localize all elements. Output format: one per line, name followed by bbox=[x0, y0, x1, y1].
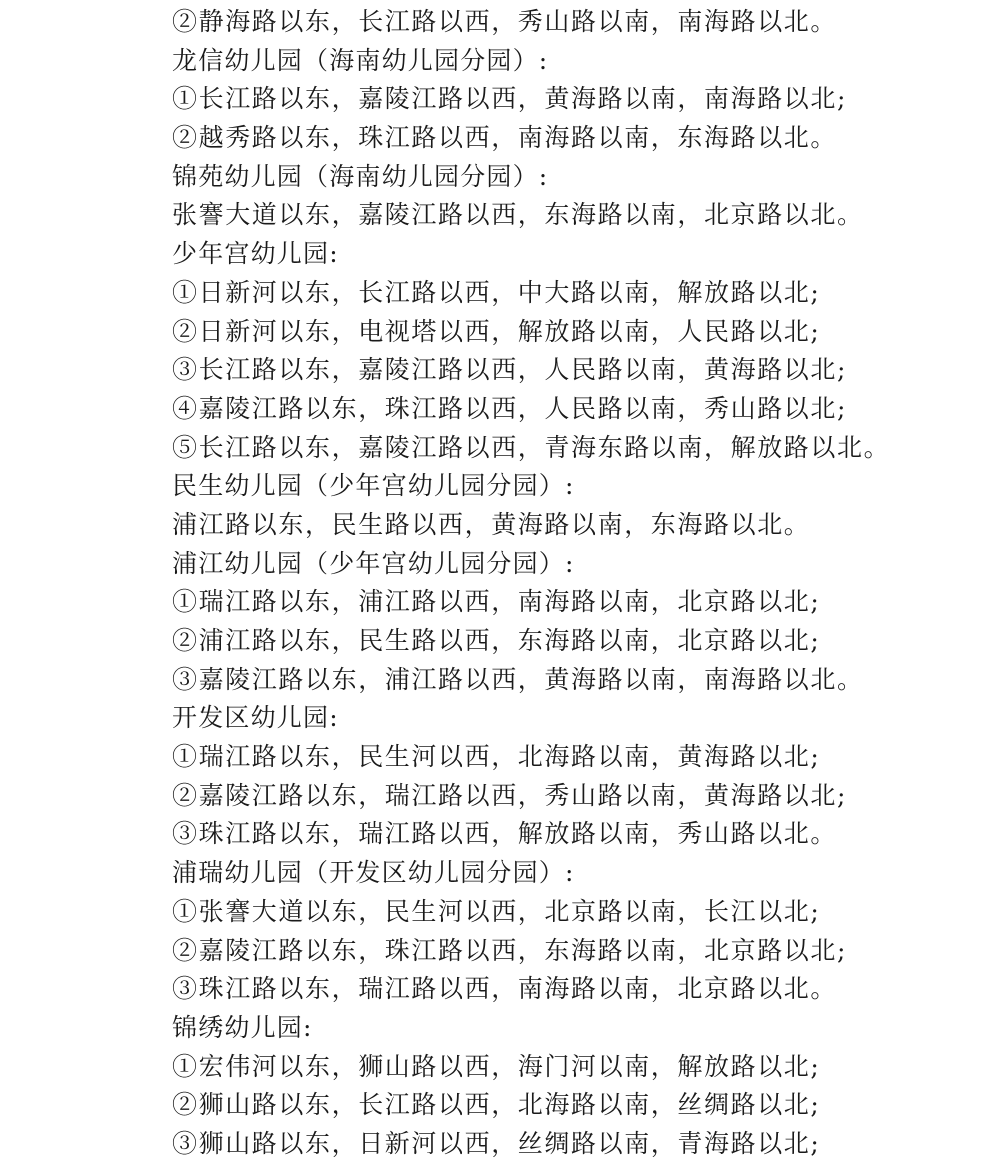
district-item: ①瑞江路以东，浦江路以西，南海路以南，北京路以北; bbox=[172, 587, 821, 617]
district-item: ③长江路以东，嘉陵江路以西，人民路以南，黄海路以北; bbox=[172, 355, 848, 385]
kindergarten-heading: 开发区幼儿园: bbox=[172, 703, 339, 733]
district-item: ①瑞江路以东，民生河以西，北海路以南，黄海路以北; bbox=[172, 742, 821, 772]
district-item: ③狮山路以东，日新河以西，丝绸路以南，青海路以北; bbox=[172, 1128, 821, 1158]
kindergarten-heading: 民生幼儿园（少年宫幼儿园分园）: bbox=[172, 471, 575, 501]
kindergarten-heading: 龙信幼儿园（海南幼儿园分园）: bbox=[172, 45, 549, 75]
district-item: ②日新河以东，电视塔以西，解放路以南，人民路以北; bbox=[172, 316, 821, 346]
district-item: ②越秀路以东，珠江路以西，南海路以南，东海路以北。 bbox=[172, 123, 838, 153]
kindergarten-heading: 浦江幼儿园（少年宫幼儿园分园）: bbox=[172, 548, 575, 578]
district-item: ②静海路以东，长江路以西，秀山路以南，南海路以北。 bbox=[172, 7, 838, 36]
district-item: 张謇大道以东，嘉陵江路以西，东海路以南，北京路以北。 bbox=[172, 200, 864, 230]
district-item: ②嘉陵江路以东，珠江路以西，东海路以南，北京路以北; bbox=[172, 935, 848, 965]
kindergarten-heading: 锦苑幼儿园（海南幼儿园分园）: bbox=[172, 161, 549, 191]
district-item: ④嘉陵江路以东，珠江路以西，人民路以南，秀山路以北; bbox=[172, 393, 848, 423]
district-item: 浦江路以东，民生路以西，黄海路以南，东海路以北。 bbox=[172, 509, 811, 539]
district-item: ③珠江路以东，瑞江路以西，解放路以南，秀山路以北。 bbox=[172, 819, 838, 849]
kindergarten-heading: 少年宫幼儿园: bbox=[172, 239, 339, 269]
district-item: ②狮山路以东，长江路以西，北海路以南，丝绸路以北; bbox=[172, 1090, 821, 1120]
kindergarten-heading: 浦瑞幼儿园（开发区幼儿园分园）: bbox=[172, 858, 575, 888]
district-item: ⑤长江路以东，嘉陵江路以西，青海东路以南，解放路以北。 bbox=[172, 432, 891, 462]
document-body bbox=[172, 3, 992, 1164]
kindergarten-heading: 锦绣幼儿园: bbox=[172, 1012, 313, 1042]
district-item: ①张謇大道以东，民生河以西，北京路以南，长江以北; bbox=[172, 896, 821, 926]
district-item: ①长江路以东，嘉陵江路以西，黄海路以南，南海路以北; bbox=[172, 84, 848, 114]
district-item: ②嘉陵江路以东，瑞江路以西，秀山路以南，黄海路以北; bbox=[172, 780, 848, 810]
district-item: ①宏伟河以东，狮山路以西，海门河以南，解放路以北; bbox=[172, 1051, 821, 1081]
district-item: ①日新河以东，长江路以西，中大路以南，解放路以北; bbox=[172, 277, 821, 307]
district-item: ②浦江路以东，民生路以西，东海路以南，北京路以北; bbox=[172, 626, 821, 655]
district-item: ③嘉陵江路以东，浦江路以西，黄海路以南，南海路以北。 bbox=[172, 664, 864, 694]
district-item: ③珠江路以东，瑞江路以西，南海路以南，北京路以北。 bbox=[172, 974, 838, 1004]
